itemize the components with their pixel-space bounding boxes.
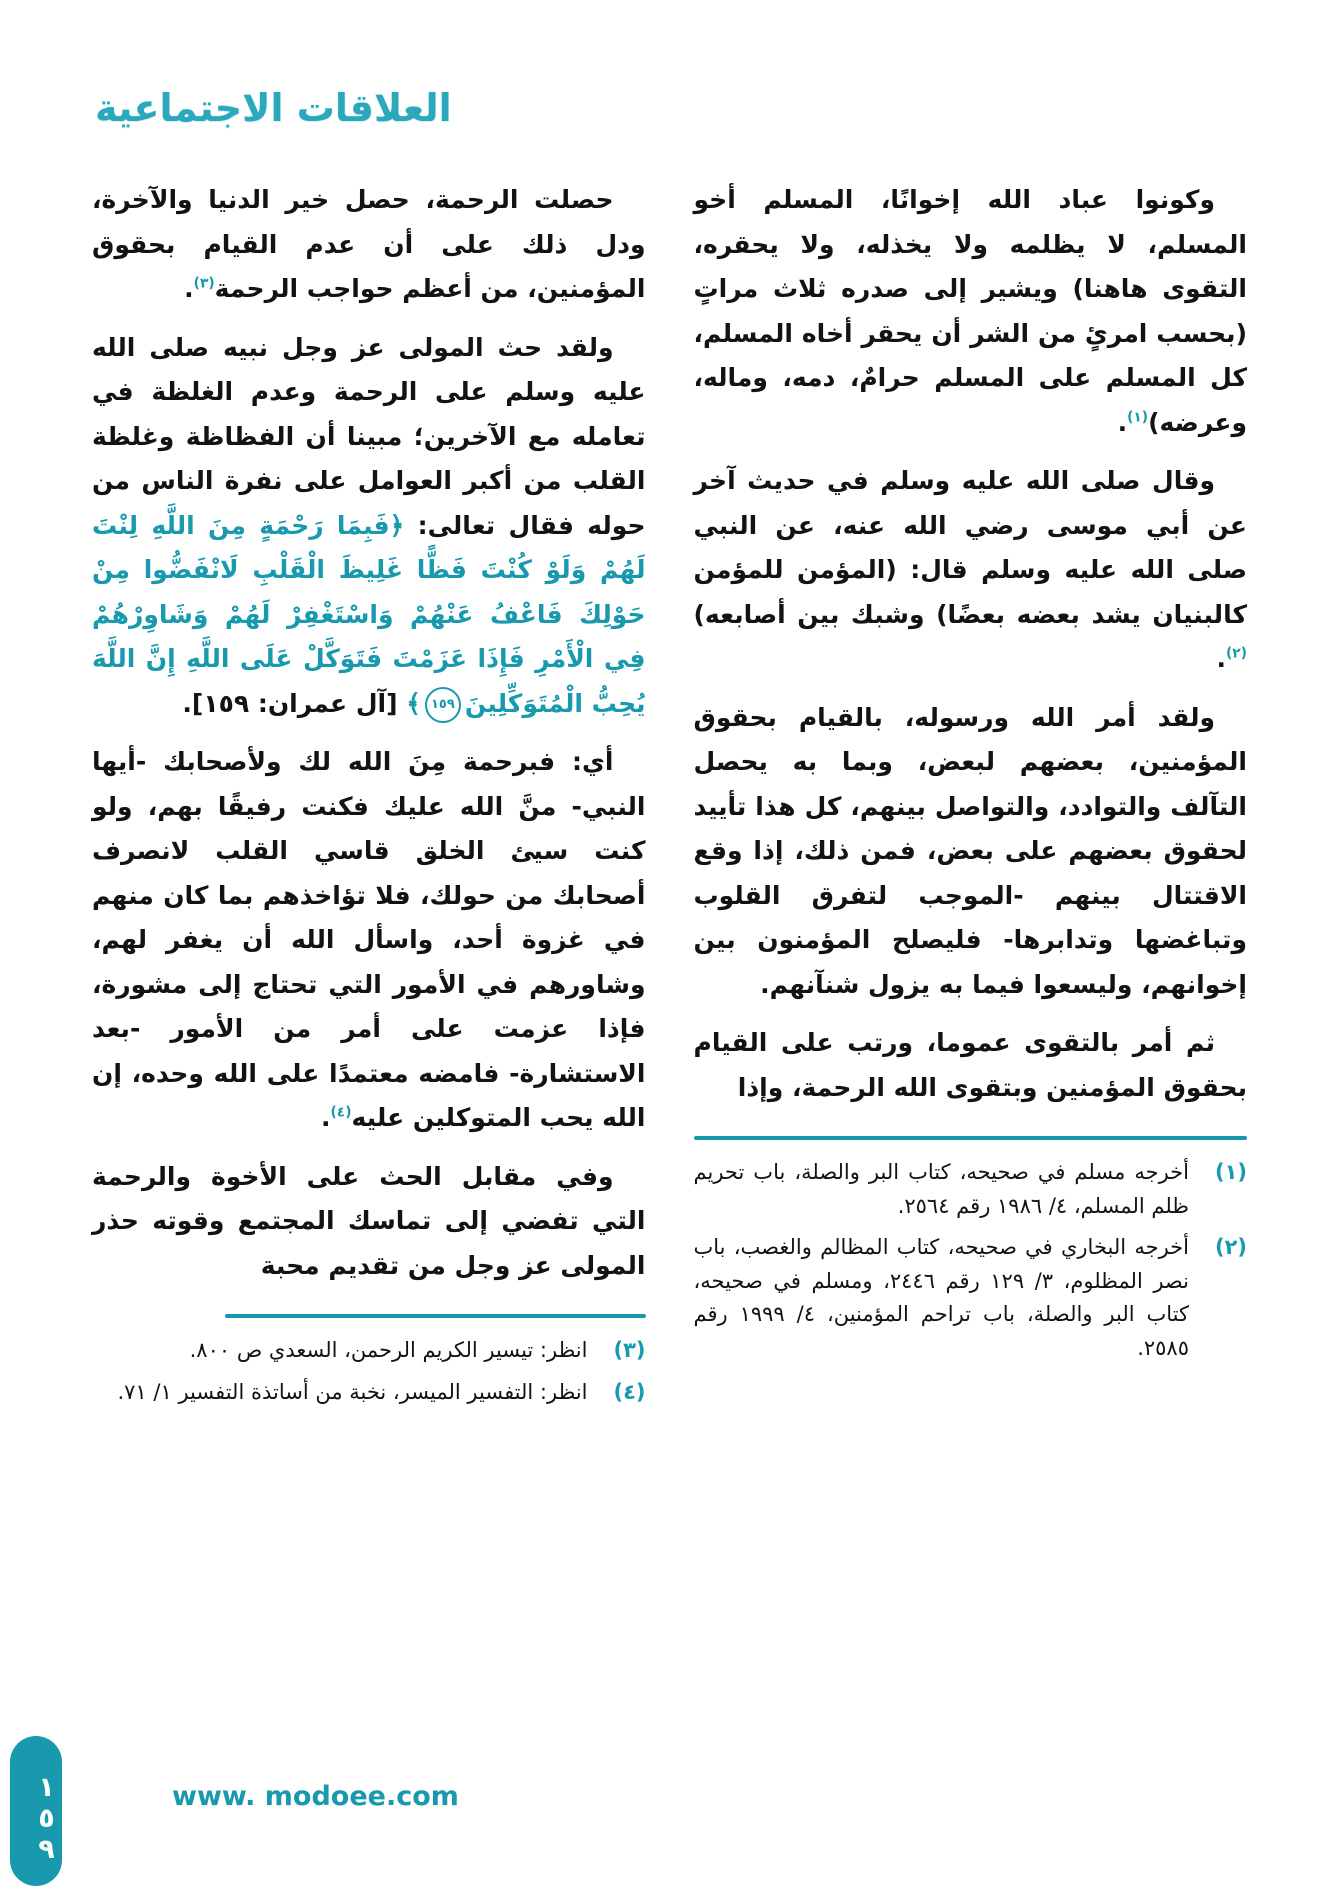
footnote-marker: (٤) bbox=[613, 1379, 646, 1404]
footnote-item bbox=[92, 1334, 646, 1368]
page-header-title: العلاقات الاجتماعية bbox=[95, 86, 452, 130]
footnote-text: انظر: التفسير الميسر، نخبة من أساتذة التفسير ١/ ٧١. bbox=[117, 1379, 588, 1404]
footnote-text: أخرجه مسلم في صحيحه، كتاب البر والصلة، باب تحريم ظلم المسلم، ٤/ ١٩٨٦ رقم ٢٥٦٤. bbox=[693, 1160, 1189, 1218]
website-url: www. modoee.com bbox=[172, 1781, 459, 1812]
verse-text: فَبِمَا رَحْمَةٍ مِنَ اللَّهِ لِنْتَ لَهُمْ وَلَوْ كُنْتَ فَظًّا غَلِيظَ الْقَلْبِ لَانْفَضُّوا مِنْ حَوْلِكَ فَاعْفُ عَنْهُمْ وَاسْتَغْفِرْ لَهُمْ وَشَاوِرْهُمْ فِي الْأَمْرِ فَإِذَا عَزَمْتَ فَتَوَكَّلْ عَلَى اللَّهِ إِنَّ اللَّهَ يُحِبُّ الْمُتَوَكِّلِينَ bbox=[92, 510, 646, 718]
paragraph bbox=[694, 459, 1248, 682]
paragraph bbox=[92, 178, 646, 312]
ayah-number: ١٥٩ bbox=[430, 696, 455, 712]
text-columns bbox=[92, 178, 1247, 1417]
verse-close-ornament: ﴾ bbox=[406, 688, 421, 718]
paragraph-tail: . bbox=[1117, 407, 1128, 437]
footnote-divider bbox=[225, 1314, 646, 1318]
footnote-ref: (٢) bbox=[1226, 645, 1247, 662]
paragraph-text: حصلت الرحمة، حصل خير الدنيا والآخرة، ودل ذلك على أن عدم القيام بحقوق المؤمنين، من أعظم حواجب الرحمة bbox=[92, 185, 646, 303]
footnote-divider bbox=[694, 1136, 1248, 1140]
footnote-text: انظر: تيسير الكريم الرحمن، السعدي ص ٨٠٠. bbox=[189, 1338, 588, 1362]
footnote-marker: (٣) bbox=[613, 1338, 646, 1362]
paragraph-text: ولقد أمر الله ورسوله، بالقيام بحقوق المؤمنين، بعضهم لبعض، وبما به يحصل التآلف والتوادد، والتواصل بينهم، كل هذا تأييد لحقوق بعضهم على بعض، فمن ذلك، إذا وقع الاقتتال بينهم -الموجب لتفرق القلوب وتباغضها وتدابرها- فليصلح المؤمنون بين إخوانهم، وليسعوا فيما به يزول شنآنهم. bbox=[693, 702, 1247, 999]
footnote-item bbox=[92, 1376, 646, 1410]
paragraph-tail: . bbox=[184, 274, 194, 303]
verse-reference: [آل عمران: ١٥٩]. bbox=[182, 688, 407, 718]
footnote-item bbox=[694, 1231, 1248, 1365]
column-left bbox=[92, 178, 646, 1417]
paragraph-with-verse bbox=[92, 326, 646, 727]
paragraph bbox=[694, 178, 1248, 445]
paragraph-text: ولقد حث المولى عز وجل نبيه صلى الله عليه وسلم على الرحمة وعدم الغلظة في تعامله مع الآخرين؛ مبينا أن الفظاظة وغلظة القلب من أكبر العوامل على نفرة الناس من حوله فقال تعالى: bbox=[92, 332, 646, 540]
paragraph-text: وقال صلى الله عليه وسلم في حديث آخر عن أبي موسى رضي الله عنه، عن النبي صلى الله عليه وسلم قال: (المؤمن للمؤمن كالبنيان يشد بعضه بعضًا) وشبك بين أصابعه) bbox=[693, 466, 1247, 629]
footnote-marker: (٢) bbox=[1214, 1235, 1247, 1260]
paragraph bbox=[694, 1021, 1248, 1110]
paragraph bbox=[92, 740, 646, 1141]
footnote-marker: (١) bbox=[1214, 1160, 1247, 1184]
paragraph-tail: . bbox=[1216, 644, 1226, 673]
ayah-number-ornament bbox=[425, 687, 461, 723]
footnote-item bbox=[694, 1156, 1248, 1223]
paragraph bbox=[92, 1155, 646, 1289]
paragraph-text: وكونوا عباد الله إخوانًا، المسلم أخو المسلم، لا يظلمه ولا يخذله، ولا يحقره، التقوى هاهنا) ويشير إلى صدره ثلاث مراتٍ (بحسب امرئٍ من الشر أن يحقر أخاه المسلم، كل المسلم على المسلم حرامٌ، دمه، وماله، وعرضه) bbox=[693, 185, 1247, 437]
verse-open-ornament: ﴿ bbox=[389, 510, 405, 540]
paragraph-tail: . bbox=[321, 1103, 331, 1132]
footnotes-section-left bbox=[92, 1314, 646, 1409]
footnote-ref: (٣) bbox=[193, 275, 215, 292]
paragraph-text: ثم أمر بالتقوى عموما، ورتب على القيام بحقوق المؤمنين وبتقوى الله الرحمة، وإذا bbox=[693, 1028, 1247, 1102]
footnote-ref: (٤) bbox=[330, 1104, 352, 1121]
paragraph bbox=[694, 696, 1248, 1008]
quran-verse bbox=[92, 511, 646, 718]
footnote-text: أخرجه البخاري في صحيحه، كتاب المظالم والغصب، باب نصر المظلوم، ٣/ ١٢٩ رقم ٢٤٤٦، ومسلم في صحيحه، كتاب البر والصلة، باب تراحم المؤمنين، ٤/ ١٩٩٩ رقم ٢٥٨٥. bbox=[693, 1235, 1189, 1360]
column-right bbox=[694, 178, 1248, 1374]
paragraph-text: وفي مقابل الحث على الأخوة والرحمة التي تفضي إلى تماسك المجتمع وقوته حذر المولى عز وجل من تقديم محبة bbox=[92, 1161, 646, 1280]
page-number-badge: ١٥٩ bbox=[10, 1736, 62, 1886]
paragraph-text: أي: فبرحمة مِنَ الله لك ولأصحابك -أيها النبي- منَّ الله عليك فكنت رفيقًا بهم، ولو كنت سيئ الخلق قاسي القلب لانصرف أصحابك من حولك، فلا تؤاخذهم بما كان منهم في غزوة أحد، واسأل الله أن يغفر لهم، وشاورهم في الأمور التي تحتاج إلى مشورة، فإذا عزمت على أمر من الأمور -بعد الاستشارة- فامضه معتمدًا على الله وحده، إن الله يحب المتوكلين عليه bbox=[92, 747, 646, 1132]
footnote-ref: (١) bbox=[1127, 409, 1149, 426]
footnotes-section-right bbox=[694, 1136, 1248, 1366]
